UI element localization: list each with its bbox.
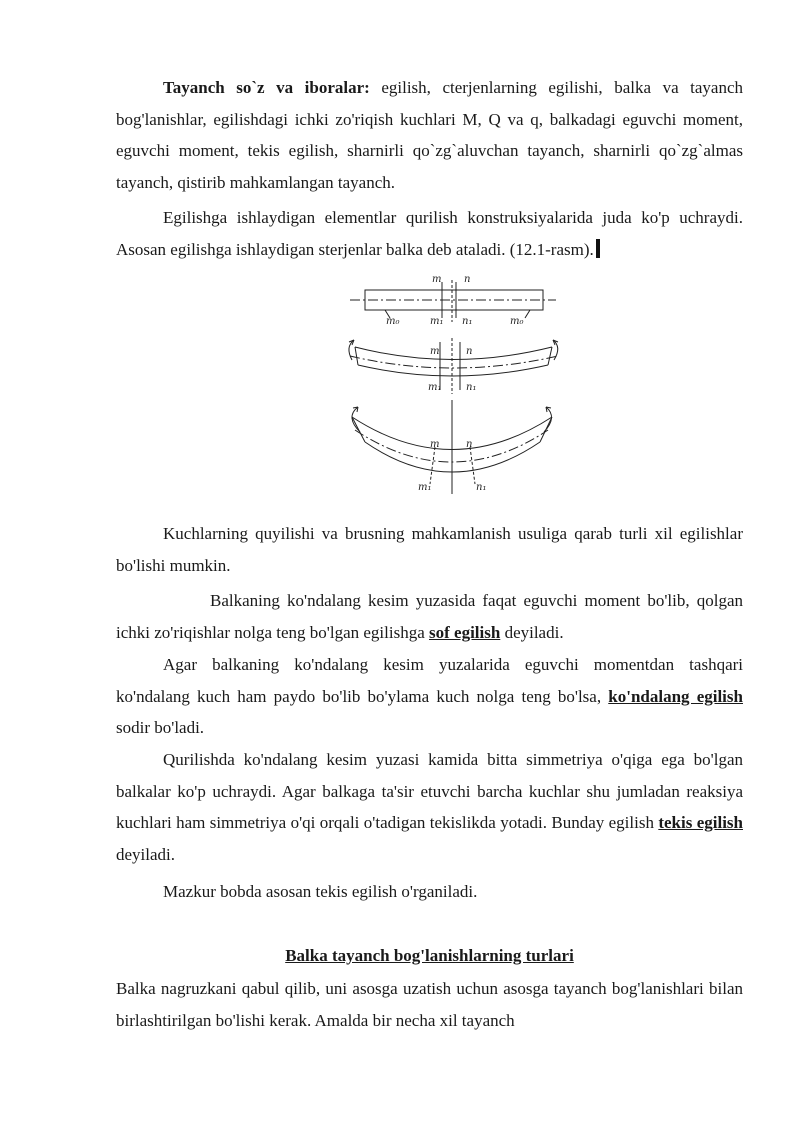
label-m: m	[432, 274, 442, 285]
label-n: n	[464, 274, 471, 285]
loading-text: Kuchlarning quyilishi va brusning mahkamlanish usuliga qarab turli xil egilishlar bo'lishi mumkin.	[116, 524, 743, 575]
label-n-3: n	[466, 439, 473, 450]
figure-beam-bending	[330, 272, 570, 504]
term-tekis-egilish: tekis egilish	[658, 813, 743, 832]
label-m1-top: m₁	[430, 316, 444, 327]
transverse-bending-tail: sodir bo'ladi.	[116, 718, 205, 737]
bent-beam-bottom	[358, 365, 548, 376]
paragraph-intro	[116, 202, 743, 265]
term-sof-egilish: sof egilish	[429, 622, 501, 642]
label-m1-2: m₁	[428, 382, 442, 393]
paragraph-plane-bending	[116, 744, 743, 870]
paragraph-pure-bending	[116, 585, 743, 648]
paragraph-loading	[116, 518, 743, 581]
supports-text: Balka nagruzkani qabul qilib, uni asosga uzatish uchun asosga tayanch bog'lanishlari bilan birlashtirilgan bo'lishi kerak. Amalda bir necha xil tayanch	[116, 979, 743, 1030]
label-n1-2: n₁	[466, 382, 477, 393]
text-cursor	[596, 239, 600, 258]
chapter-scope-text: Mazkur bobda asosan tekis egilish o'rganiladi.	[163, 882, 478, 901]
label-n-2: n	[466, 346, 473, 357]
pure-bending-tail: deyiladi.	[500, 622, 564, 642]
label-m-2: m	[430, 346, 440, 357]
label-n1-top: n₁	[462, 316, 473, 327]
bent-beam-top	[355, 347, 552, 360]
label-m-3: m	[430, 439, 440, 450]
paragraph-supports	[116, 973, 743, 1036]
label-n1-3: n₁	[476, 482, 487, 493]
section-heading: Balka tayanch bog'lanishlarning turlari	[285, 946, 574, 965]
keywords-text: egilish, cterjenlarning egilishi, balka va tayanch bog'lanishlar, egilishdagi ichki zo'riqish kuchlari M, Q va q, balkadagi eguvchi moment, eguvchi moment, tekis egilish, sharnirli qo`zg`aluvchan tayanch, sharnirli qo`zg`almas tayanch, qistirib mahkamlangan tayanch.	[116, 78, 743, 192]
transverse-bending-text: Agar balkaning ko'ndalang kesim yuzalarida eguvchi momentdan tashqari ko'ndalang kuch ham paydo bo'lib bo'ylama kuch nolga teng bo'lsa,	[116, 655, 743, 706]
paragraph-chapter-scope	[116, 876, 743, 908]
term-kondalang-egilish: ko'ndalang egilish	[608, 686, 743, 706]
keywords-lead: Tayanch so`z va iboralar:	[163, 78, 370, 97]
label-mo: m₀	[386, 316, 400, 327]
paragraph-keywords	[116, 72, 743, 198]
paragraph-transverse-bending	[116, 649, 743, 744]
plane-bending-tail: deyiladi.	[116, 844, 176, 864]
beam-bending-diagram	[330, 272, 570, 504]
plane-bending-text: Qurilishda ko'ndalang kesim yuzasi kamida bitta simmetriya o'qiga ega bo'lgan balkalar ko'p uchraydi. Agar balkaga ta'sir etuvchi barcha kuchlar shu jumladan reaksiya kuchlari ham simmetriya o'qi orqali o'tadigan tekislikda yotadi. Bunday egilish	[116, 750, 743, 832]
pure-bending-text: Balkaning ko'ndalang kesim yuzasida faqat eguvchi moment bo'lib, qolgan ichki zo'riqishlar nolga teng bo'lgan egilishga	[116, 591, 743, 642]
label-m1-3: m₁	[418, 482, 432, 493]
label-mo-right: m₀	[510, 316, 524, 327]
intro-text: Egilishga ishlaydigan elementlar qurilish konstruksiyalarida juda ko'p uchraydi. Asosan egilishga ishlaydigan sterjenlar balka deb ataladi. (12.1-rasm).	[116, 208, 743, 259]
